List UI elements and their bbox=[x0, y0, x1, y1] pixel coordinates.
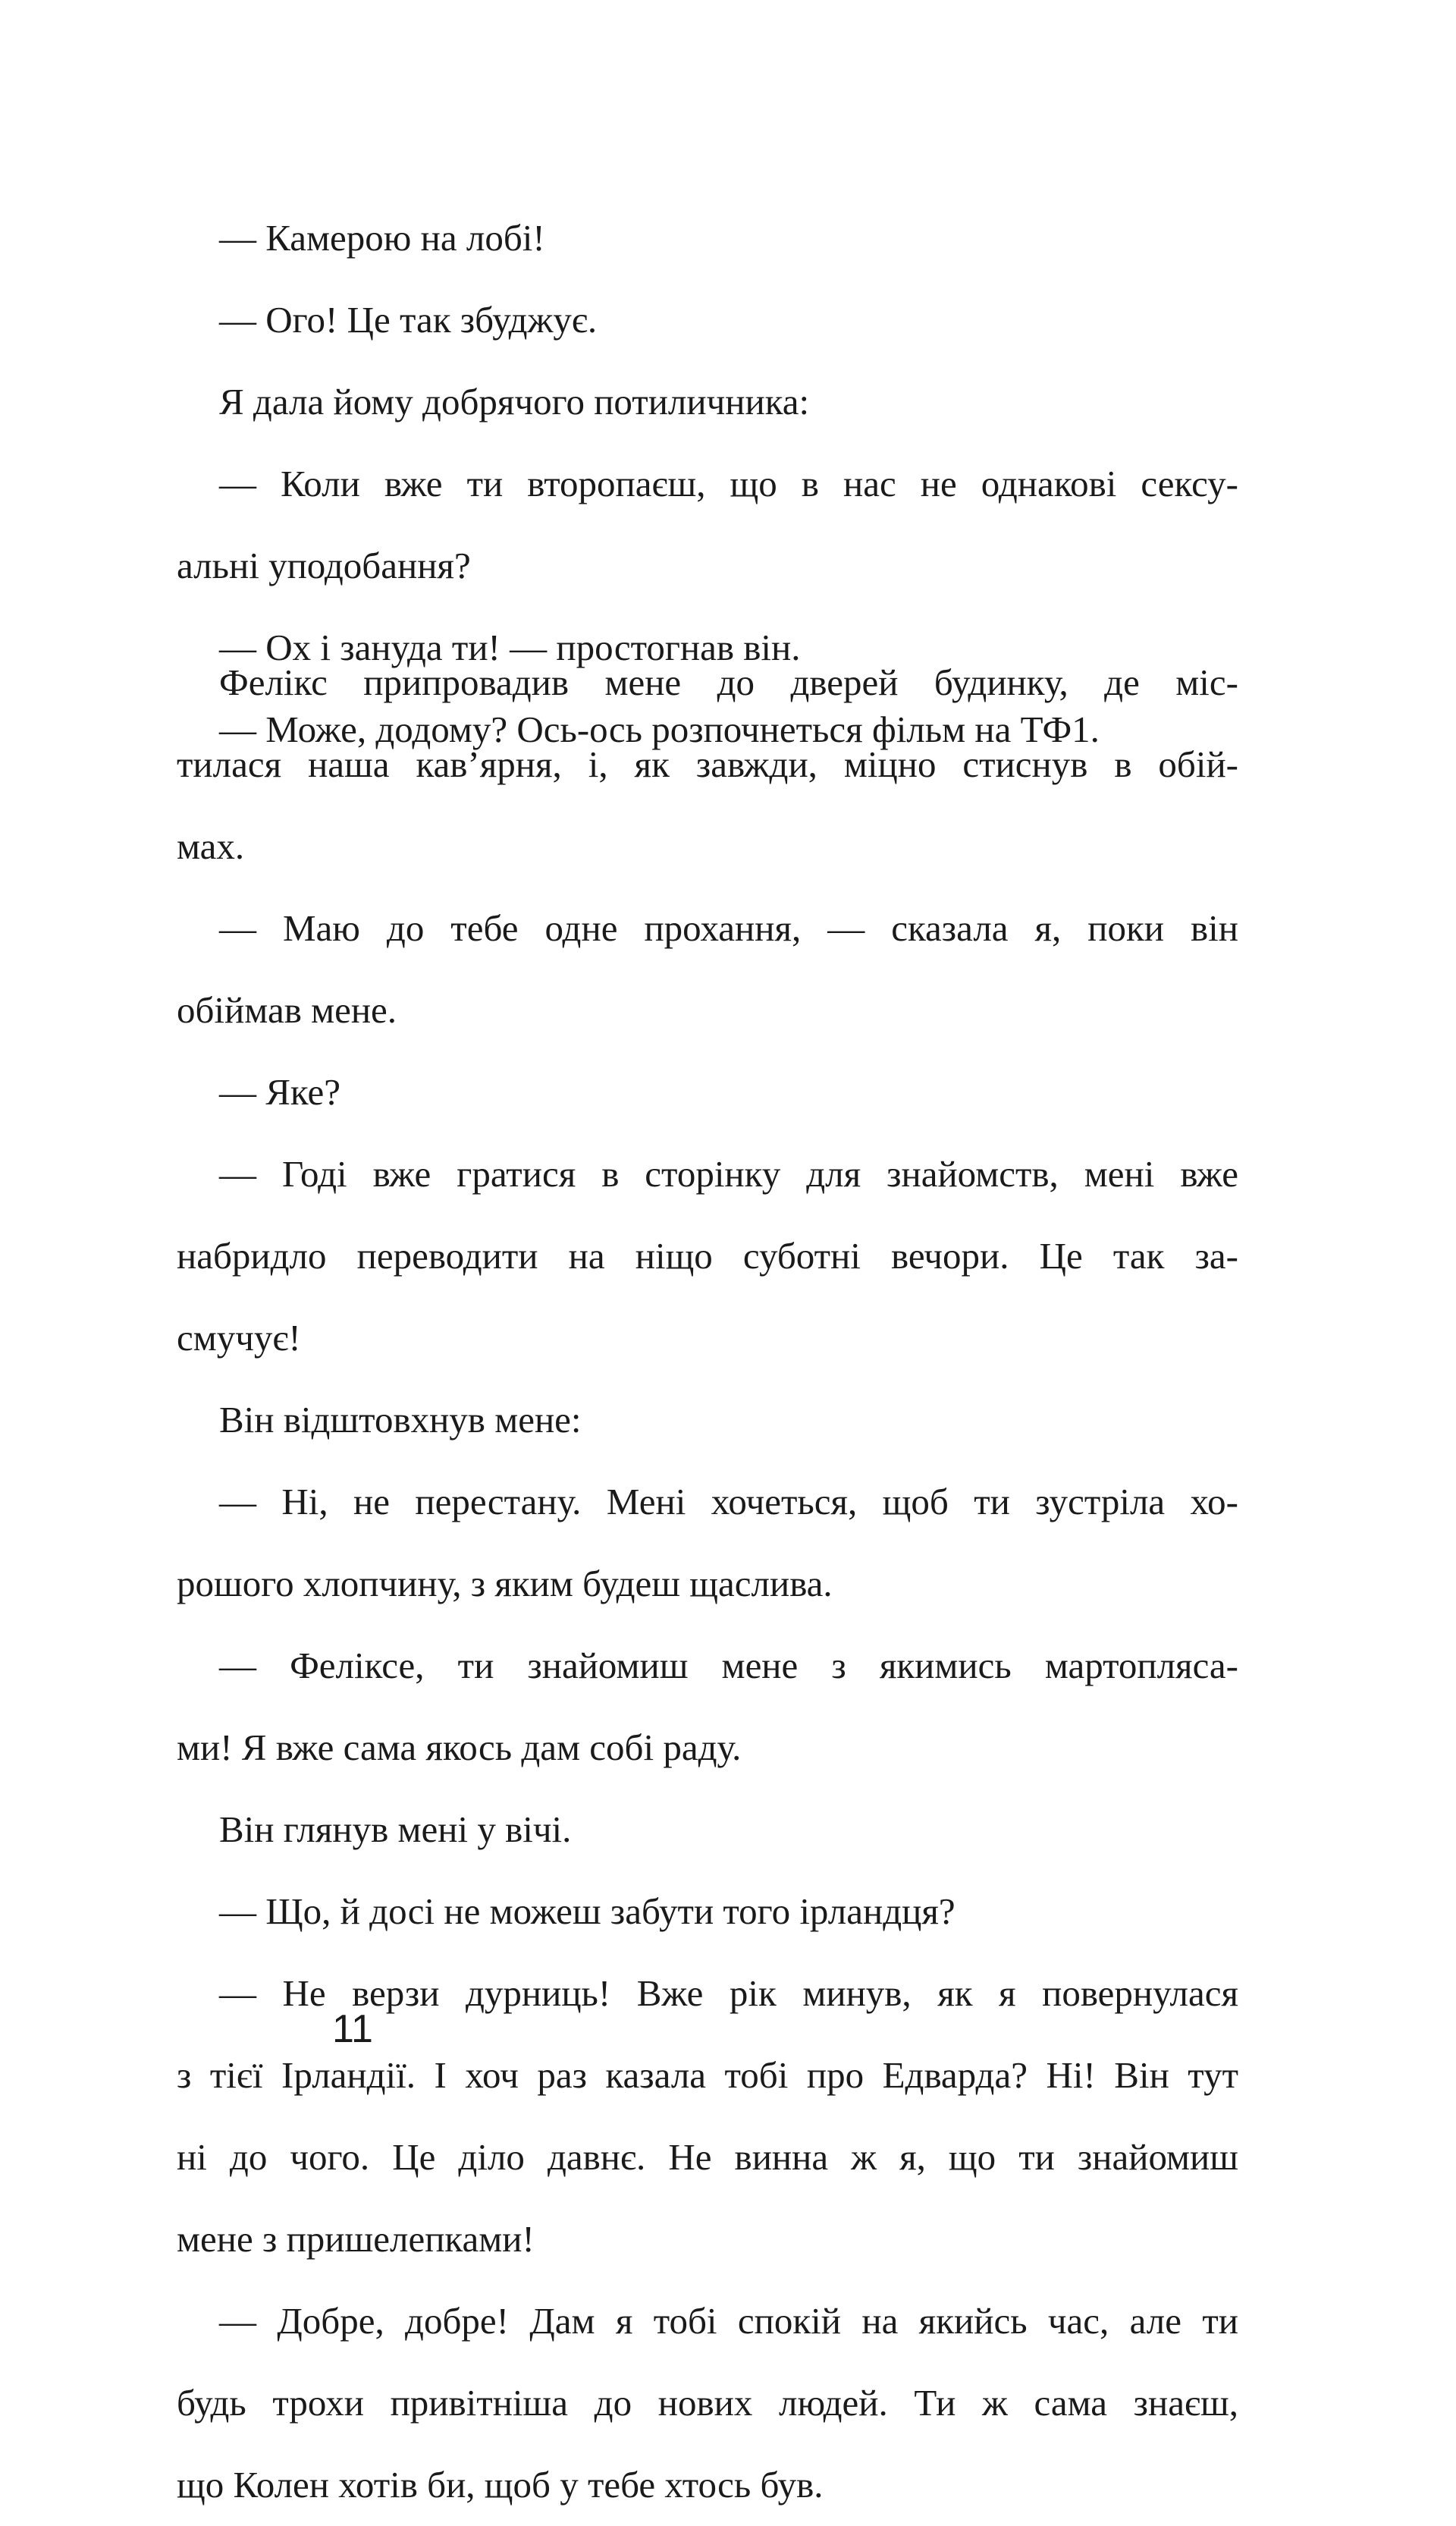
text-line: обіймав мене. bbox=[177, 989, 397, 1031]
text-line: рошого хлопчину, з яким будеш щаслива. bbox=[177, 1563, 833, 1604]
text-line: — Коли вже ти второпаєш, що в нас не однакові сексу- bbox=[219, 463, 1238, 504]
text-line: тилася наша кав’ярня, і, як завжди, міцно стиснув в обій- bbox=[177, 743, 1238, 785]
text-line: мах. bbox=[177, 825, 245, 867]
text-line: з тієї Ірландії. І хоч раз казала тобі про Едварда? Ні! Він тут bbox=[177, 2054, 1238, 2096]
text-line: що Колен хотів би, щоб у тебе хтось був. bbox=[177, 2464, 824, 2506]
text-line: будь трохи привітніша до нових людей. Ти ж сама знаєш, bbox=[177, 2382, 1238, 2424]
text-line: Я дала йому добрячого потиличника: bbox=[219, 381, 810, 423]
text-line: — Феліксе, ти знайомиш мене з якимись мартопляса- bbox=[219, 1645, 1238, 1686]
text-line: смучує! bbox=[177, 1317, 301, 1359]
text-line: Він відштовхнув мене: bbox=[219, 1399, 582, 1441]
text-block-dialogue-2 bbox=[177, 642, 1238, 2526]
text-line: Він глянув мені у вічі. bbox=[219, 1808, 572, 1850]
text-line: Фелікс припровадив мене до дверей будинку, де міс- bbox=[219, 661, 1238, 703]
text-line: — Камерою на лобі! bbox=[219, 217, 545, 259]
text-line: — Не верзи дурниць! Вже рік минув, як я повернулася bbox=[219, 1972, 1238, 2014]
text-line: — Ого! Це так збуджує. bbox=[219, 299, 598, 341]
text-line: — Ох і зануда ти! — простогнав він. bbox=[219, 627, 801, 668]
text-line: набридло переводити на ніщо суботні вечори. Це так за- bbox=[177, 1235, 1238, 1277]
text-line: — Добре, добре! Дам я тобі спокій на якийсь час, але ти bbox=[219, 2300, 1238, 2342]
text-line: — Маю до тебе одне прохання, — сказала я, поки він bbox=[219, 907, 1238, 949]
text-line: — Ні, не перестану. Мені хочеться, щоб ти зустріла хо- bbox=[219, 1481, 1238, 1522]
page-number: 11 bbox=[332, 2007, 373, 2051]
text-line: ми! Я вже сама якось дам собі раду. bbox=[177, 1726, 742, 1768]
text-line: — Яке? bbox=[219, 1071, 341, 1113]
text-line: — Годі вже гратися в сторінку для знайомств, мені вже bbox=[219, 1153, 1238, 1195]
text-line: альні уподобання? bbox=[177, 545, 471, 586]
text-line: — Може, додому? Ось-ось розпочнеться фільм на ТФ1. bbox=[219, 708, 1100, 750]
text-line: ні до чого. Це діло давнє. Не винна ж я, що ти знайомиш bbox=[177, 2136, 1238, 2178]
text-line: — Що, й досі не можеш забути того ірландця? bbox=[219, 1890, 956, 1932]
text-line: мене з пришелепками! bbox=[177, 2218, 535, 2260]
